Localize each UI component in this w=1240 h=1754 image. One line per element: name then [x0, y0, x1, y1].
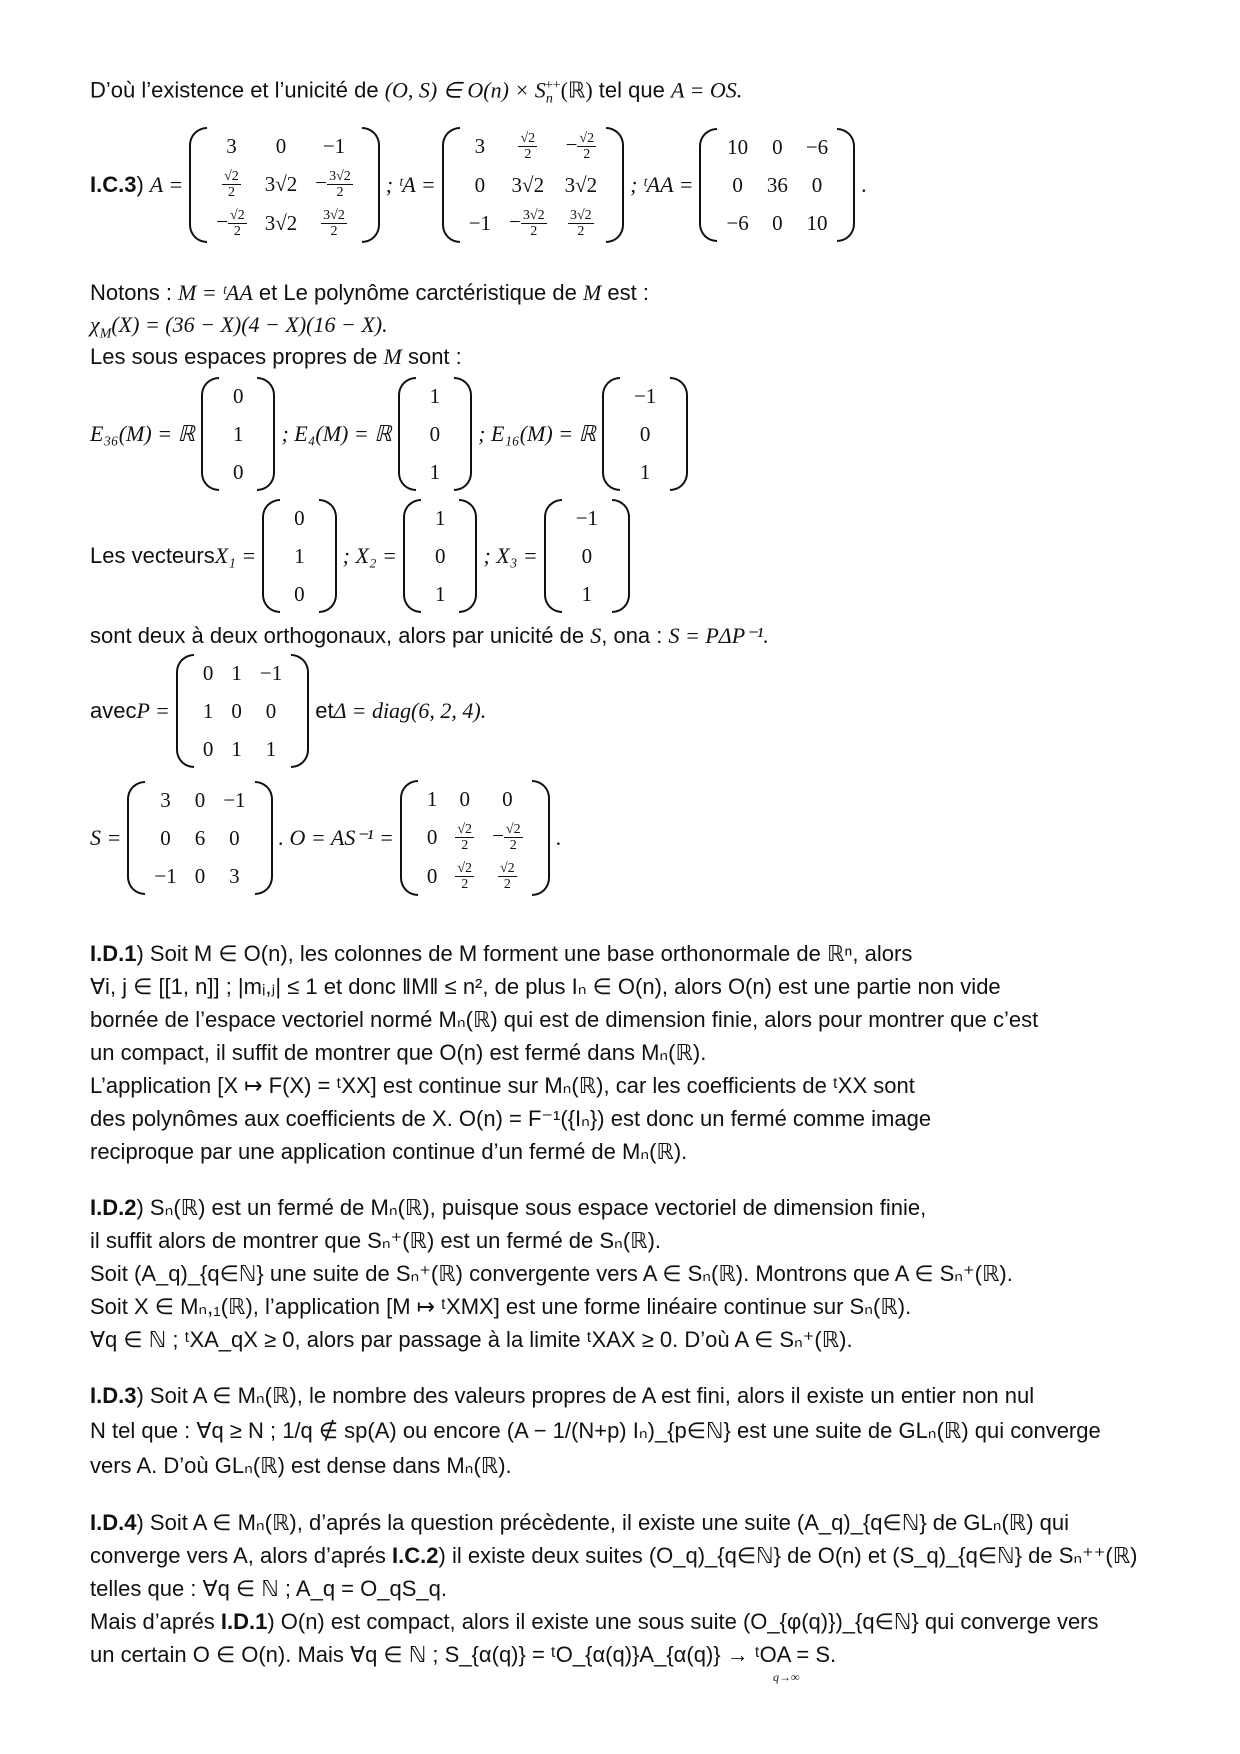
intro-math3: A = OS. [670, 77, 743, 103]
S-label: S = [90, 825, 122, 850]
P-label: P = [136, 698, 170, 723]
avec-text: avec [90, 698, 137, 723]
chi-sub: M [99, 326, 112, 342]
matrix-cell: 10 [727, 134, 749, 159]
vector-cell: 1 [429, 459, 441, 484]
matrix-cell: 3 [229, 863, 240, 888]
matrix-cell: 0 [474, 172, 486, 197]
matrix-cell: − $\frac{√2}{2}$ [565, 131, 595, 162]
id2-text1: ) Sₙ(ℝ) est un fermé de Mₙ(ℝ), puisque sous espace vectoriel de dimension finie, [136, 1195, 927, 1220]
id2-text3: Soit (A_q)_{q∈ℕ} une suite de Sₙ⁺(ℝ) convergente vers A ∈ Sₙ(ℝ). Montrons que A ∈ Sₙ⁺(ℝ). [90, 1261, 1013, 1286]
matrix-cell: 0 [229, 825, 240, 850]
id4-text1: ) Soit A ∈ Mₙ(ℝ), d’aprés la question précèdente, il existe une suite (A_q)_{q∈ℕ} de GLₙ(ℝ) qui [136, 1510, 1070, 1535]
matrix-cell: $\frac{3√2}{2}$ [323, 208, 345, 239]
vector-cell: 0 [639, 421, 651, 446]
matrix-cell: 1 [231, 660, 242, 685]
id4-text4c: ) O(n) est compact, alors il existe une sous suite (O_{φ(q)})_{q∈ℕ} qui converge vers [267, 1609, 1099, 1634]
id4-line5 [90, 1639, 837, 1684]
matrix-cell: −1 [468, 211, 492, 235]
id1-line4 [90, 1037, 706, 1069]
id4-ref-id1: I.D.1 [220, 1609, 268, 1634]
intro-math: (O, S) ∈ O(n) × S [384, 77, 546, 103]
matrix-cell: 0 [194, 787, 206, 812]
ortho-line [90, 620, 769, 652]
matrix-cell: 1 [231, 736, 242, 761]
id1-text2: ∀i, j ∈ [[1, n]] ; |mᵢ,ⱼ| ≤ 1 et donc ‖M‖ ≤ n², de plus Iₙ ∈ O(n), alors O(n) est une partie non vide [90, 974, 1001, 999]
matrix-cell: 0 [265, 698, 277, 723]
char-poly: (X) = (36 − X)(4 − X)(16 − X). [111, 312, 388, 337]
id3-label: I.D.3 [90, 1383, 137, 1408]
id4-line2 [90, 1540, 1137, 1572]
vector-cell: 0 [581, 543, 593, 568]
matrix-A [189, 127, 380, 243]
matrix-cell: 36 [766, 172, 788, 197]
id1-line3 [90, 1004, 1038, 1036]
id1-line6 [90, 1103, 931, 1135]
vector-cell: 0 [434, 543, 446, 568]
vector-v4 [398, 377, 473, 491]
matrix-S [127, 781, 272, 895]
vectors-text: Les vecteurs [90, 543, 215, 568]
vector-x1 [262, 499, 337, 613]
id1-line2 [90, 971, 1001, 1003]
matrix-cell: − $\frac{√2}{2}$ [216, 208, 245, 239]
id2-line3 [90, 1258, 1013, 1290]
vector-cell: 0 [294, 505, 305, 530]
vector-cell: −1 [575, 505, 599, 530]
id2-line5 [90, 1324, 853, 1356]
id4-label: I.D.4 [90, 1510, 137, 1535]
matrix-tA [442, 127, 624, 243]
notons-text3: est : [601, 280, 649, 305]
vector-cell: 0 [232, 459, 244, 484]
matrix-cell: 3√2 [264, 172, 298, 196]
notons-text: Notons : [90, 280, 179, 305]
id4-text3: telles que : ∀q ∈ ℕ ; A_q = O_qS_q. [90, 1576, 447, 1601]
matrix-cell: 0 [772, 134, 783, 159]
vector-cell: 0 [294, 581, 305, 606]
matrix-cell: − $\frac{3√2}{2}$ [315, 169, 351, 200]
intro-text: D’où l’existence et l’unicité de [90, 77, 385, 103]
vector-cell: 0 [232, 383, 244, 408]
matrix-O-table [418, 780, 532, 896]
matrix-cell: 3 [160, 787, 171, 812]
matrix-cell: 0 [231, 698, 242, 723]
matrix-cell: −6 [726, 210, 749, 235]
ortho-math2: S = PΔP⁻¹. [668, 623, 769, 648]
id3-line3 [90, 1450, 512, 1482]
X1-label: X₁ = [214, 543, 257, 568]
id4-text4a: Mais d’aprés [90, 1609, 221, 1634]
ortho-text2: , ona : [601, 623, 669, 648]
intro-math2: (ℝ) [560, 77, 593, 103]
matrix-cell: 0 [194, 863, 206, 888]
id2-text2: il suffit alors de montrer que Sₙ⁺(ℝ) est un fermé de Sₙ(ℝ). [90, 1228, 662, 1253]
vector-cell: 1 [581, 581, 593, 606]
vector-x2 [403, 499, 478, 613]
avec-text2: et [315, 698, 334, 723]
matrix-O [400, 780, 550, 896]
matrix-cell: 3√2 [564, 172, 598, 197]
id1-text7: reciproque par une application continue d’un fermé de Mₙ(ℝ). [90, 1139, 688, 1164]
intro-sub: n [545, 91, 553, 107]
id3-text2: N tel que : ∀q ≥ N ; 1/q ∉ sp(A) ou encore (A − 1/(N+p) Iₙ)_{p∈ℕ} est une suite de GLₙ(ℝ) qui converge [90, 1418, 1101, 1443]
intro-text-mid: tel que [592, 77, 671, 103]
matrix-cell: − $\frac{3√2}{2}$ [509, 208, 545, 239]
E36-label: E₃₆(M) = ℝ [90, 421, 195, 446]
vector-cell: 1 [232, 421, 244, 446]
matrix-cell: $\frac{√2}{2}$ [457, 822, 473, 853]
v36-table [219, 377, 258, 491]
notons-line3 [90, 341, 462, 373]
X2-label: ; X₂ = [342, 543, 397, 568]
id1-line5 [90, 1070, 915, 1102]
id4-text2a: converge vers A, alors d’aprés [90, 1543, 393, 1568]
eigenspaces-row [90, 375, 694, 493]
matrix-cell: 0 [459, 786, 470, 811]
chi-symbol: χ [90, 312, 100, 337]
id2-line4 [90, 1291, 911, 1323]
E4-label: ; E₄(M) = ℝ [281, 421, 392, 446]
SO-end: . [555, 825, 562, 850]
id2-label: I.D.2 [90, 1195, 137, 1220]
matrix-cell: 3 [474, 134, 486, 158]
matrix-cell: 10 [806, 210, 828, 235]
limit-subscript: q→∞ [773, 1670, 800, 1684]
notons-math: M = ᵗAA [178, 280, 253, 305]
notons-line1 [90, 277, 649, 309]
matrix-cell: −6 [805, 134, 829, 159]
vectors-row [90, 497, 636, 615]
matrix-cell: 0 [772, 210, 783, 235]
matrix-A-table [207, 127, 362, 243]
id2-text5: ∀q ∈ ℕ ; ᵗXA_qX ≥ 0, alors par passage à la limite ᵗXAX ≥ 0. D’où A ∈ Sₙ⁺(ℝ). [90, 1327, 853, 1352]
matrix-tA-table [460, 127, 606, 243]
vector-cell: 0 [429, 421, 441, 446]
v16-table [620, 377, 670, 491]
x1-table [280, 499, 319, 613]
matrix-P [176, 654, 309, 768]
vector-v16 [602, 377, 688, 491]
ic3-end: . [861, 172, 867, 197]
id1-line1 [90, 938, 912, 970]
id1-text3: bornée de l’espace vectoriel normé Mₙ(ℝ) qui est de dimension finie, alors pour montrer que c’est [90, 1007, 1039, 1032]
vector-cell: 1 [429, 383, 441, 408]
vector-cell: 1 [294, 543, 305, 568]
id4-line1 [90, 1507, 1069, 1539]
matrix-cell: 0 [426, 825, 438, 849]
intro-line [90, 70, 742, 116]
matrix-cell: 1 [426, 786, 438, 811]
id4-line4 [90, 1606, 1099, 1638]
id1-text4: un compact, il suffit de montrer que O(n) est fermé dans Mₙ(ℝ). [90, 1040, 707, 1065]
id1-text5: L’application [X ↦ F(X) = ᵗXX] est continue sur Mₙ(ℝ), car les coefficients de ᵗXX sont [90, 1073, 915, 1098]
matrix-cell: 3√2 [511, 172, 545, 197]
v4-table [416, 377, 455, 491]
id3-text3: vers A. D’où GLₙ(ℝ) est dense dans Mₙ(ℝ). [90, 1453, 512, 1478]
notons-math2: M [582, 280, 602, 305]
eigen-text2: sont : [401, 344, 462, 369]
matrix-cell: 0 [732, 172, 743, 197]
matrix-S-table [145, 781, 254, 895]
id3-line2 [90, 1415, 1101, 1447]
matrix-cell: $\frac{√2}{2}$ [224, 169, 239, 200]
A-label: A = [149, 172, 184, 197]
eigen-text: Les sous espaces propres de [90, 344, 384, 369]
matrix-cell: 1 [265, 736, 277, 761]
tA-label: ; ᵗA = [385, 172, 436, 197]
matrix-tAA [699, 128, 855, 242]
id4-line3 [90, 1573, 447, 1605]
matrix-cell: 0 [202, 736, 214, 761]
vector-cell: 1 [434, 505, 446, 530]
vector-cell: −1 [633, 383, 657, 408]
id4-text5: un certain O ∈ O(n). Mais ∀q ∈ ℕ ; S_{α(q)} = ᵗO_{α(q)}A_{α(q)} → ᵗOA = S. [90, 1642, 837, 1667]
ic3-label: I.C.3 [90, 172, 137, 197]
matrix-cell: $\frac{3√2}{2}$ [570, 208, 592, 239]
tAA-label: ; ᵗAA = [630, 172, 694, 197]
matrix-cell: 0 [811, 172, 823, 197]
matrix-cell: −1 [223, 787, 246, 812]
eigen-math: M [383, 344, 402, 369]
matrix-P-table [194, 654, 291, 768]
matrix-cell: −1 [322, 133, 346, 158]
id4-ref-ic2: I.C.2 [392, 1543, 439, 1568]
matrix-cell: $\frac{√2}{2}$ [457, 861, 473, 892]
matrix-cell: 0 [426, 864, 438, 888]
matrix-cell: −1 [154, 863, 177, 888]
matrix-cell: 1 [202, 698, 214, 723]
matrix-cell: 3 [226, 133, 237, 158]
id2-text4: Soit X ∈ Mₙ,₁(ℝ), l’application [M ↦ ᵗXMX] est une forme linéaire continue sur Sₙ(ℝ). [90, 1294, 912, 1319]
E16-label: ; E₁₆(M) = ℝ [478, 421, 596, 446]
SO-row [90, 772, 561, 904]
avec-row [90, 652, 486, 770]
matrix-cell: 0 [202, 660, 214, 685]
id2-line1 [90, 1192, 926, 1224]
id1-text6: des polynômes aux coefficients de X. O(n) = F⁻¹({Iₙ}) est donc un fermé comme image [90, 1106, 932, 1131]
matrix-cell: $\frac{√2}{2}$ [520, 131, 536, 162]
vector-cell: 1 [639, 459, 651, 484]
matrix-cell: 6 [194, 825, 206, 850]
matrix-cell: − $\frac{√2}{2}$ [492, 822, 521, 853]
id4-text2c: ) il existe deux suites (O_q)_{q∈ℕ} de O(n) et (S_q)_{q∈ℕ} de Sₙ⁺⁺(ℝ) [438, 1543, 1138, 1568]
ic3-paren: ) [136, 172, 144, 197]
id2-line2 [90, 1225, 661, 1257]
X3-label: ; X₃ = [483, 543, 538, 568]
id3-line1 [90, 1380, 1034, 1412]
O-label: . O = AS⁻¹ = [278, 825, 394, 850]
matrix-cell: 0 [275, 133, 287, 158]
delta-def: Δ = diag(6, 2, 4). [333, 698, 487, 723]
id3-text1: ) Soit A ∈ Mₙ(ℝ), le nombre des valeurs propres de A est fini, alors il existe un entier non nul [136, 1383, 1035, 1408]
ortho-text: sont deux à deux orthogonaux, alors par unicité de [90, 623, 591, 648]
vector-x3 [544, 499, 630, 613]
id1-text1: ) Soit M ∈ O(n), les colonnes de M forment une base orthonormale de ℝⁿ, alors [136, 941, 913, 966]
intro-sup: ++ [544, 78, 561, 93]
id1-line7 [90, 1136, 687, 1168]
notons-text2: et Le polynôme carctéristique de [252, 280, 583, 305]
x2-table [421, 499, 460, 613]
matrix-cell: 3√2 [264, 211, 298, 235]
matrix-cell: 0 [160, 825, 171, 850]
x3-table [562, 499, 612, 613]
ic3-row [90, 125, 867, 245]
id1-label: I.D.1 [90, 941, 137, 966]
matrix-cell: −1 [259, 660, 283, 685]
matrix-tAA-table [717, 128, 837, 242]
matrix-cell: $\frac{√2}{2}$ [499, 861, 515, 892]
matrix-cell: 0 [502, 786, 513, 811]
ortho-math: S [590, 623, 602, 648]
vector-cell: 1 [434, 581, 446, 606]
vector-v36 [201, 377, 276, 491]
